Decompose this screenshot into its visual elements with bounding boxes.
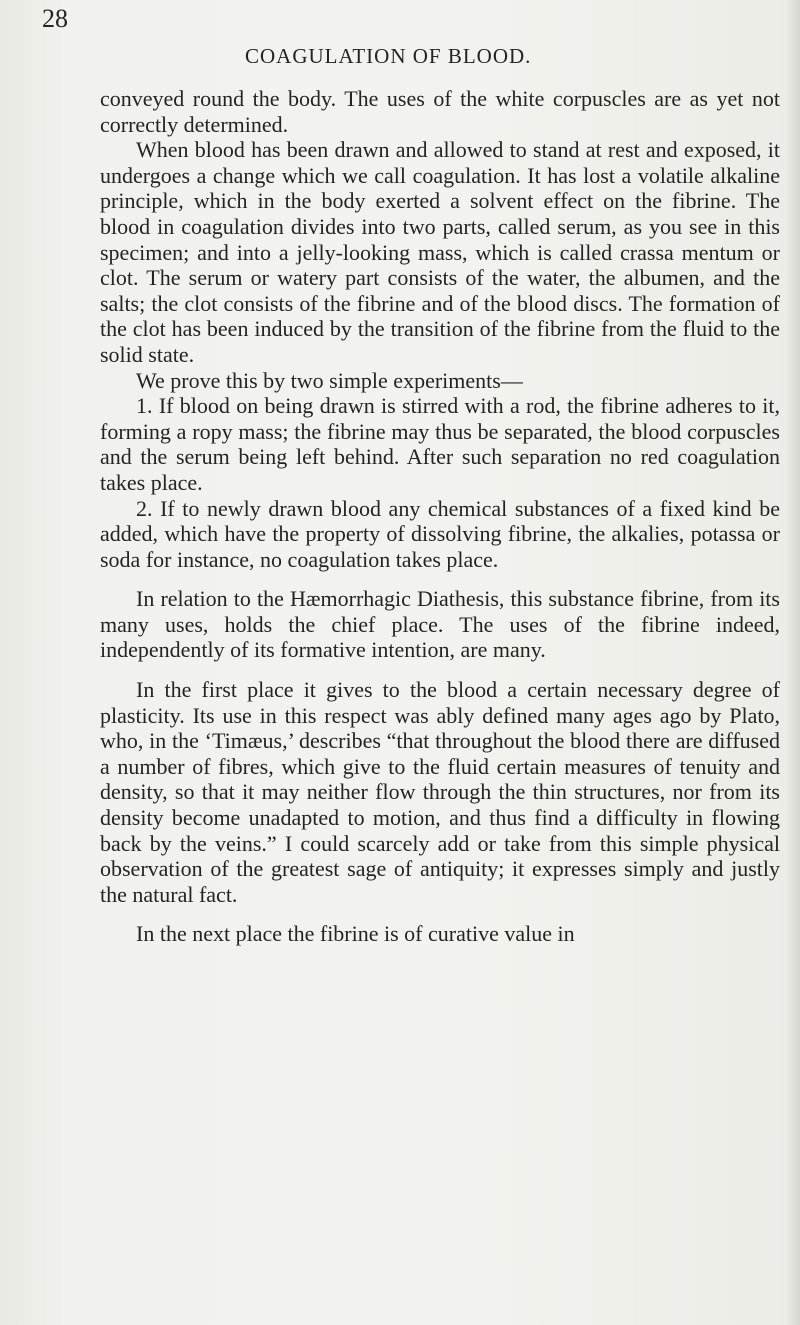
paragraph-continuation: conveyed round the body. The uses of the white corpuscles are as yet not correctly determined. (100, 86, 780, 137)
paragraph-haemorrhagic-diathesis: In relation to the Hæmorrhagic Diathesis, this substance fibrine, from its many uses, holds the chief place. The uses of the fibrine indeed, independently of its formative intention, are many. (100, 586, 780, 663)
experiment-two: 2. If to newly drawn blood any chemical substances of a fixed kind be added, which have the property of dissolving fibrine, the alkalies, potassa or soda for instance, no coagulation takes place. (100, 495, 780, 572)
paragraph-coagulation: When blood has been drawn and allowed to stand at rest and exposed, it undergoes a change which we call coagulation. It has lost a volatile alkaline principle, which in the body exerted a solvent effect on the fibrine. The blood in coagulation divides into two parts, called serum, as you see in this specimen; and into a jelly-looking mass, which is called crassa mentum or clot. The serum or watery part consists of the water, the albumen, and the salts; the clot consists of the fibrine and of the blood discs. The formation of the clot has been induced by the transition of the fibrine from the fluid to the solid state. (100, 137, 780, 367)
experiment-one: 1. If blood on being drawn is stirred with a rod, the fibrine adheres to it, forming a ropy mass; the fibrine may thus be separated, the blood corpuscles and the serum being left behind. After such separation no red coagulation takes place. (100, 393, 780, 495)
paragraph-experiments-intro: We prove this by two simple experiments— (136, 367, 523, 393)
paragraph-curative-value: In the next place the fibrine is of curative value in (136, 921, 575, 947)
page-edge-shadow (786, 0, 800, 1325)
paragraph-plasticity: In the first place it gives to the blood a certain necessary degree of plasticity. Its use in this respect was ably defined many ages ago by Plato, who, in the ‘Timæus,’ describes “that throughout the blood there are diffused a number of fibres, which give to the fluid certain measures of tenuity and density, so that it may neither flow through the thin structures, nor from its density become unadapted to motion, and thus find a difficulty in flowing back by the veins.” I could scarcely add or take from this simple physical observation of the greatest sage of antiquity; it expresses simply and justly the natural fact. (100, 677, 780, 907)
page-number: 28 (42, 4, 68, 33)
running-head: COAGULATION OF BLOOD. (245, 44, 532, 68)
body-text (100, 86, 780, 947)
